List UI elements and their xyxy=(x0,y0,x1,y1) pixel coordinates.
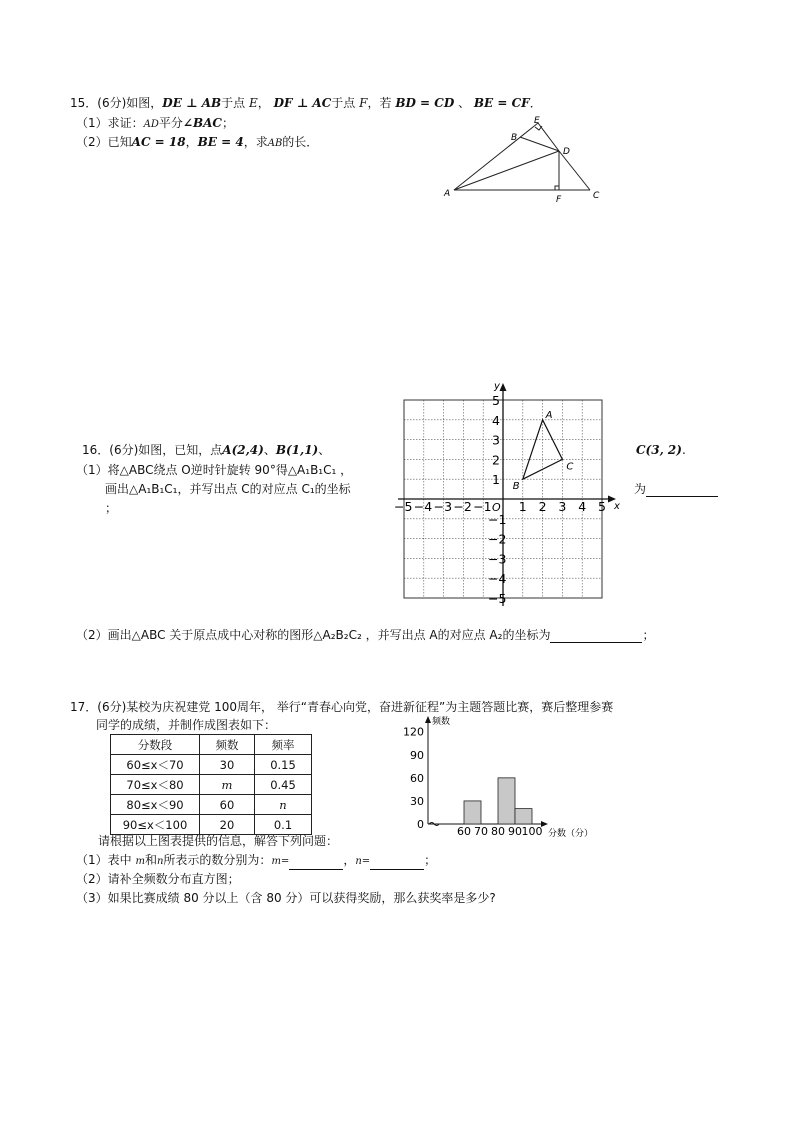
x-tick-label: −2 xyxy=(453,499,472,514)
hist-x-tick: 90 xyxy=(508,825,522,838)
frequency-histogram xyxy=(396,712,606,842)
x-tick-label: 5 xyxy=(598,499,606,514)
q17-header-line1: 17．(6分)某校为庆祝建党 100周年， 举行“青春心向党，奋进新征程”为主题答题比赛，赛后整理参赛 xyxy=(70,700,614,714)
hist-x-label: 分数（分） xyxy=(548,829,594,839)
label-c: C xyxy=(593,191,600,201)
table-cell: n xyxy=(255,795,312,815)
y-tick-label: 4 xyxy=(492,412,500,428)
table-cell: 60 xyxy=(200,795,255,815)
hist-x-tick: 70 xyxy=(474,825,488,838)
point-b-coord: B(1,1) xyxy=(275,443,319,457)
table-cell: 0.15 xyxy=(255,755,312,775)
label-d: D xyxy=(563,147,570,157)
table-cell: m xyxy=(200,775,255,795)
hist-x-tick: 60 xyxy=(457,825,471,838)
x-tick-label: −3 xyxy=(433,499,453,514)
x-tick-label: 2 xyxy=(538,499,547,514)
y-tick-label: −1 xyxy=(488,511,507,527)
table-row xyxy=(111,755,312,775)
table-row xyxy=(111,795,312,815)
condition-be-eq-cf: BE = CF xyxy=(473,96,530,110)
y-tick-label: 2 xyxy=(492,452,500,468)
hist-y-tick: 0 xyxy=(417,818,424,831)
x-tick-label: 3 xyxy=(558,499,567,514)
answer-blank-m[interactable] xyxy=(289,856,343,870)
hist-y-tick: 30 xyxy=(410,794,424,808)
table-cell: 60≤x＜70 xyxy=(111,755,200,775)
label-f: F xyxy=(556,195,562,205)
table-cell: 80≤x＜90 xyxy=(111,795,200,815)
q16-part1-line1: （1）将△ABC绕点 O逆时针旋转 90°得△A₁B₁C₁ ， xyxy=(76,463,353,477)
condition-de-perp-ab: DE ⊥ AB xyxy=(162,96,222,110)
table-cell: 90≤x＜100 xyxy=(111,815,200,835)
q15-header: 15．(6分)如图，DE ⊥ AB于点 E， DF ⊥ AC于点 F，若 BD = CD 、 BE = CF． xyxy=(70,96,542,110)
label-a: A xyxy=(444,189,451,199)
table-cell: 0.45 xyxy=(255,775,312,795)
table-header: 分数段 xyxy=(111,735,200,755)
hist-y-tick: 90 xyxy=(410,748,424,762)
x-axis-label: x xyxy=(614,501,620,512)
point-a-coord: A(2,4) xyxy=(222,443,264,457)
q17-part2: （2）请补全频数分布直方图； xyxy=(76,872,240,886)
table-row xyxy=(111,775,312,795)
table-row xyxy=(111,815,312,835)
y-tick-label: −3 xyxy=(488,551,507,567)
q16-point-c: C(3, 2). xyxy=(636,443,686,457)
q16-header: 16．(6分)如图，已知，点A(2,4)、B(1,1)、 xyxy=(82,443,331,457)
table-cell: 0.1 xyxy=(255,815,312,835)
y-tick-label: −5 xyxy=(488,591,507,606)
segment-ae xyxy=(454,123,538,190)
q17-prompt: 请根据以上图表提供的信息，解答下列问题： xyxy=(98,834,339,848)
table-header: 频率 xyxy=(255,735,312,755)
x-tick-label: −4 xyxy=(413,499,433,514)
q17-part3: （3）如果比赛成绩 80 分以上（含 80 分）可以获得奖励，那么获奖率是多少? xyxy=(76,891,496,905)
hist-y-label: 频数 xyxy=(432,717,451,727)
x-tick-label: −5 xyxy=(394,499,413,514)
hist-bar-90-100 xyxy=(515,809,532,824)
right-angle-mark-f xyxy=(555,186,559,190)
answer-blank-a2[interactable] xyxy=(550,629,642,643)
triangle-label-b: B xyxy=(512,481,520,493)
q16-part1-answer: 为 xyxy=(634,481,718,497)
hist-y-tick: 60 xyxy=(410,771,424,785)
answer-blank-c1[interactable] xyxy=(646,483,718,497)
hist-y-arrow xyxy=(425,716,431,723)
right-angle-mark-e xyxy=(535,126,542,130)
q16-part1-semicolon: ； xyxy=(105,501,118,515)
hist-bar-60-70 xyxy=(464,801,481,824)
y-tick-label: 5 xyxy=(492,393,500,408)
q17-header-line2: 同学的成绩，并制作成图表如下： xyxy=(96,718,277,732)
y-tick-label: −2 xyxy=(488,531,507,547)
hist-y-tick: 120 xyxy=(403,725,424,739)
y-tick-label: 3 xyxy=(492,432,500,448)
condition-bd-eq-cd: BD = CD xyxy=(395,96,455,110)
q15-part2: （2）已知AC = 18，BE = 4，求AB的长． xyxy=(76,135,319,149)
x-tick-label: 1 xyxy=(518,499,527,514)
table-cell: 20 xyxy=(200,815,255,835)
q17-part1: （1）表中 m和n所表示的数分别为：m= ，n= ； xyxy=(76,852,436,870)
y-tick-label: −4 xyxy=(488,571,507,587)
hist-x-tick: 80 xyxy=(491,825,505,838)
y-tick-label: 1 xyxy=(492,472,500,488)
condition-df-perp-ac: DF ⊥ AC xyxy=(273,96,332,110)
q16-part1-line2: 画出△A₁B₁C₁，并写出点 C的对应点 C₁的坐标 xyxy=(105,482,351,496)
label-e: E xyxy=(534,116,540,126)
y-axis-arrow xyxy=(500,383,507,391)
hist-x-tick: 100 xyxy=(521,825,543,838)
table-cell: 70≤x＜80 xyxy=(111,775,200,795)
answer-blank-n[interactable] xyxy=(370,856,424,870)
q16-part2: （2）画出△ABC 关于原点成中心对称的图形△A₂B₂C₂ ，并写出点 A的对应点 A₂的坐标为 ； xyxy=(76,628,655,642)
q15-triangle-figure xyxy=(440,114,605,206)
q16-coordinate-grid xyxy=(390,378,625,610)
x-tick-label: 4 xyxy=(578,499,587,514)
point-c-coord: C(3, 2) xyxy=(636,443,682,457)
x-tick-label: −1 xyxy=(473,499,492,514)
label-b: B xyxy=(511,133,518,143)
hist-bar-80-90 xyxy=(498,778,515,824)
q15-part1: （1）求证：AD平分∠BAC； xyxy=(76,116,234,130)
table-header-row xyxy=(111,735,312,755)
triangle-label-c: C xyxy=(566,461,574,473)
table-header: 频数 xyxy=(200,735,255,755)
table-cell: 30 xyxy=(200,755,255,775)
y-axis-label: y xyxy=(494,381,500,392)
origin-label: O xyxy=(492,501,501,514)
segment-ad xyxy=(454,151,559,190)
triangle-label-a: A xyxy=(545,409,553,421)
frequency-table xyxy=(110,734,312,835)
